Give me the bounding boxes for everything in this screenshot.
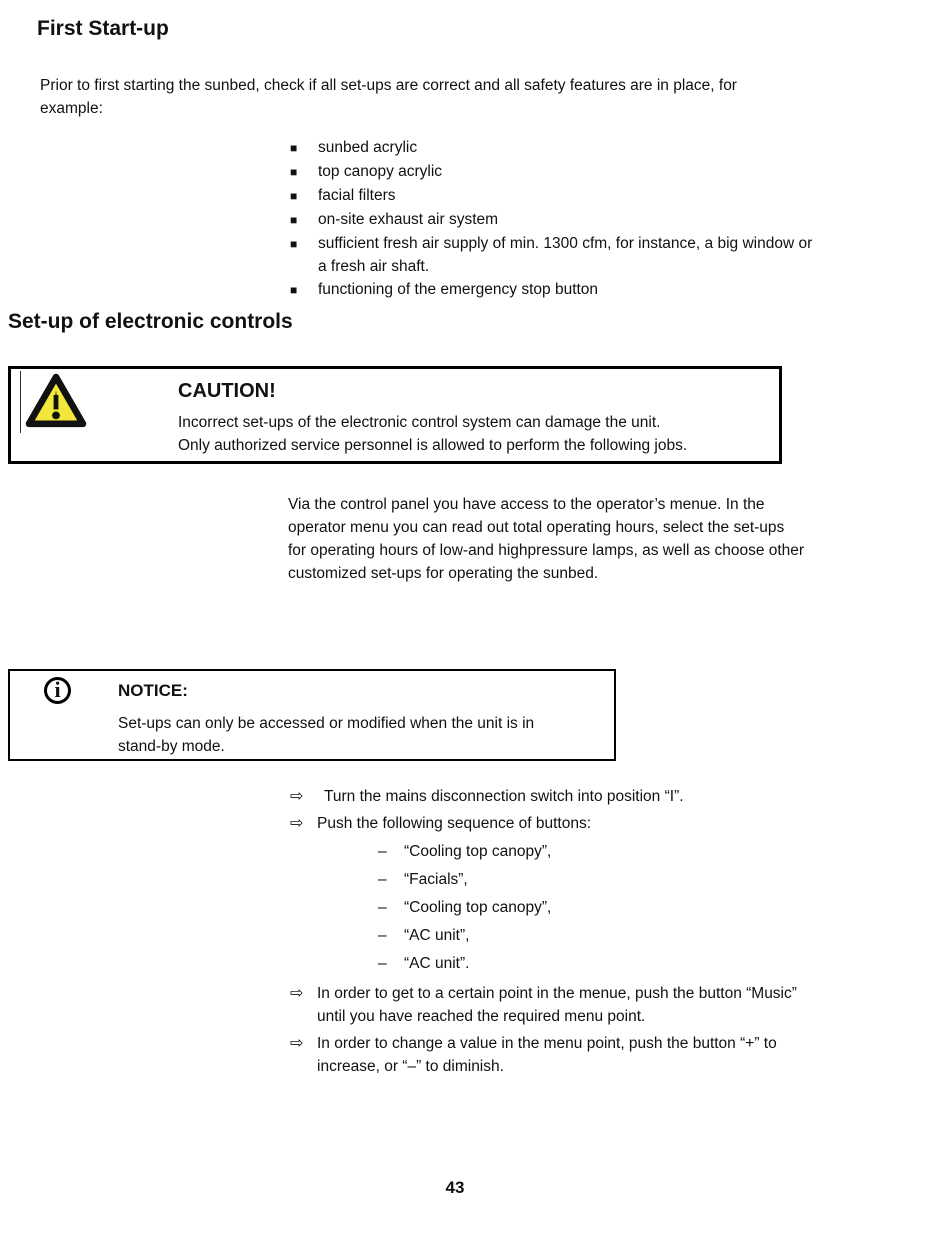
arrow-right-icon: ⇨ [290, 788, 304, 805]
caution-box [8, 366, 782, 464]
dash-bullet: – [378, 899, 387, 916]
step-item: ⇨ Turn the mains disconnection switch into position “I”. [290, 786, 930, 809]
icon-frame-line [20, 371, 21, 433]
step-item: ⇨ In order to change a value in the menu point, push the button “+” to increase, or “–” to diminish. [290, 1033, 930, 1078]
square-bullet-icon: ■ [290, 165, 298, 179]
sub-list-item: – “Cooling top canopy”, [290, 897, 930, 919]
square-bullet-icon: ■ [290, 283, 298, 297]
caution-title: CAUTION! [178, 380, 276, 402]
square-bullet-icon: ■ [290, 141, 298, 155]
list-item: ■ facial filters [290, 184, 890, 208]
intro-line: example: [40, 100, 103, 117]
page-number: 43 [445, 1178, 465, 1197]
intro-line: Prior to first starting the sunbed, check if all set-ups are correct and all safety features are in place, for [40, 77, 737, 94]
dash-bullet: – [378, 843, 387, 860]
step-item: ⇨ Push the following sequence of buttons: [290, 813, 930, 836]
step-item: ⇨ In order to get to a certain point in the menue, push the button “Music” until you have reached the required menu point. [290, 983, 930, 1028]
info-circle-icon: i [44, 677, 71, 704]
list-item: ■ sunbed acrylic [290, 136, 890, 160]
sub-list-item: – “AC unit”. [290, 953, 930, 975]
caution-text: Incorrect set-ups of the electronic control system can damage the unit. Only authorized service personnel is allowed to perform the following jobs. [178, 414, 688, 454]
dash-bullet: – [378, 927, 387, 944]
notice-box [8, 669, 616, 761]
list-item: ■ sufficient fresh air supply of min. 1300 cfm, for instance, a big window or a fresh air shaft. [290, 232, 890, 278]
arrow-right-icon: ⇨ [290, 985, 304, 1002]
safety-checklist [290, 136, 890, 302]
square-bullet-icon: ■ [290, 237, 298, 251]
square-bullet-icon: ■ [290, 189, 298, 203]
notice-title: NOTICE: [118, 681, 188, 700]
section-title: Set-up of electronic controls [8, 310, 293, 333]
warning-triangle-icon [23, 371, 89, 431]
sub-list-item: – “AC unit”, [290, 925, 930, 947]
button-sequence-list [290, 841, 930, 975]
square-bullet-icon: ■ [290, 213, 298, 227]
setup-steps [290, 786, 930, 1078]
intro-paragraph [40, 74, 737, 120]
dash-bullet: – [378, 955, 387, 972]
list-item: ■ top canopy acrylic [290, 160, 890, 184]
arrow-right-icon: ⇨ [290, 1035, 304, 1052]
body-paragraph: Via the control panel you have access to the operator’s menue. In the operator menu you can read out total operating hours, select the set-ups for operating hours of low-and highpressure lamps, as well as choose other customized set-ups for operating the sunbed. [288, 496, 805, 582]
list-item: ■ functioning of the emergency stop button [290, 278, 890, 302]
sub-list-item: – “Cooling top canopy”, [290, 841, 930, 863]
dash-bullet: – [378, 871, 387, 888]
notice-text: Set-ups can only be accessed or modified when the unit is in stand-by mode. [118, 715, 535, 755]
list-item: ■ on-site exhaust air system [290, 208, 890, 232]
sub-list-item: – “Facials”, [290, 869, 930, 891]
arrow-right-icon: ⇨ [290, 814, 304, 832]
page-title: First Start-up [37, 17, 169, 40]
